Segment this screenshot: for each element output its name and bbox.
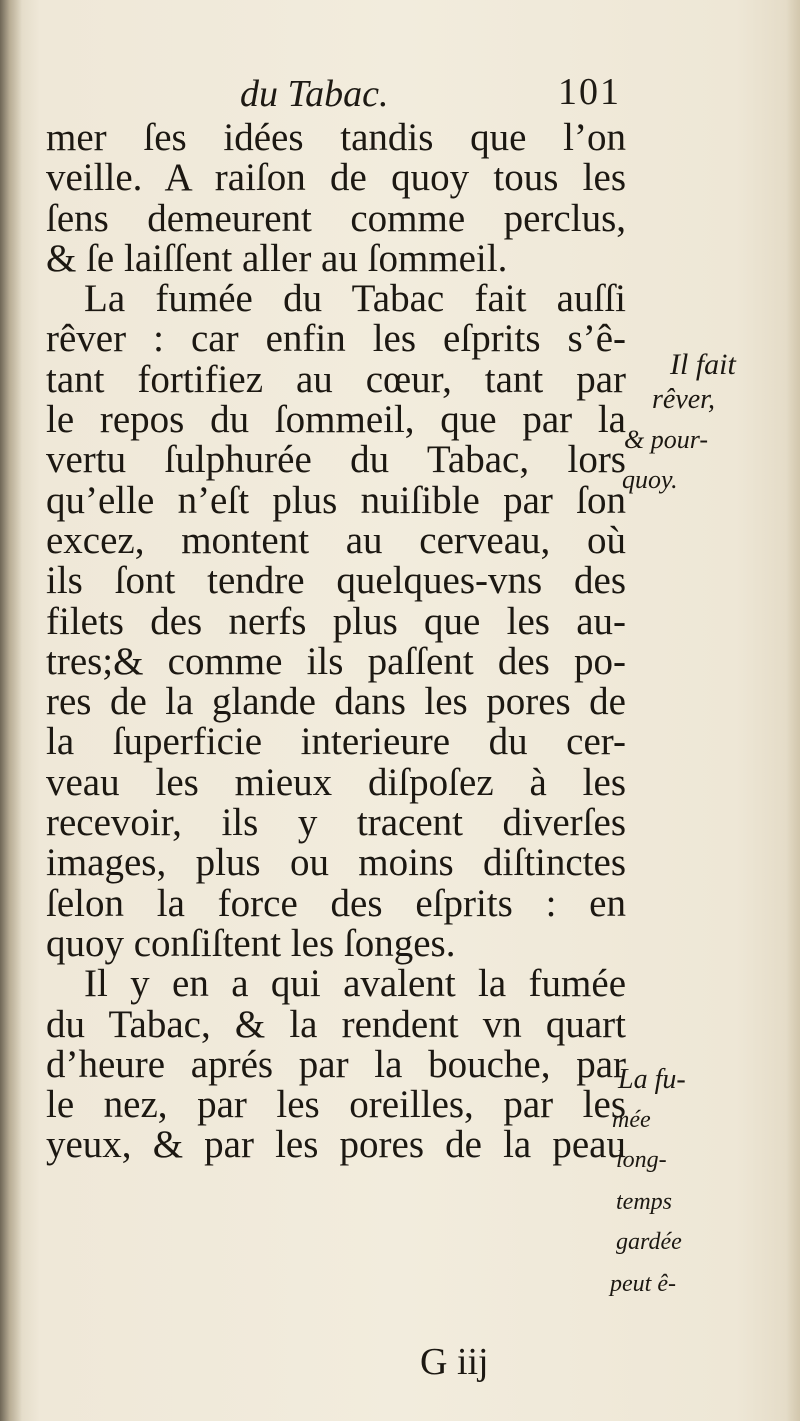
margin-note: Il fait [670, 348, 736, 381]
margin-note: quoy. [622, 465, 678, 494]
margin-note: temps [616, 1189, 672, 1215]
text-line: tres;& comme ils paſſent des po- [46, 639, 626, 683]
marginal-notes [610, 0, 790, 1421]
margin-note: mée [612, 1107, 651, 1133]
text-line: excez, montent au cerveau, où [46, 518, 626, 562]
text-line: le repos du ſommeil, que par la [46, 398, 626, 442]
text-line: qu’elle n’eſt plus nuiſible par ſon [46, 478, 626, 522]
spine-shadow [0, 0, 22, 1421]
text-line: vertu ſulphurée du Tabac, lors [46, 438, 626, 482]
text-line: mer ſes idées tandis que l’on [46, 116, 626, 159]
margin-note: La fu- [618, 1064, 686, 1095]
text-line: ſelon la force des eſprits : en [46, 881, 626, 925]
text-line: ſens demeurent comme perclus, [46, 196, 626, 240]
text-line: ils ſont tendre quelques-vns des [46, 559, 626, 603]
margin-note: & pour- [624, 425, 708, 454]
text-line: d’heure aprés par la bouche, par [46, 1042, 626, 1086]
margin-note: peut ê- [610, 1271, 676, 1297]
text-line: rêver : car enfin les eſprits s’ê- [46, 317, 626, 361]
text-line: veille. A raiſon de quoy tous les [46, 156, 626, 200]
body-text [46, 118, 626, 1166]
text-line: la ſuperficie interieure du cer- [46, 720, 626, 764]
signature-mark: G iij [420, 1341, 489, 1383]
text-line: filets des nerfs plus que les au- [46, 599, 626, 643]
text-line: quoy conſiſtent les ſonges. [46, 921, 456, 965]
margin-note: gardée [616, 1229, 682, 1255]
page-number: 101 [558, 71, 621, 113]
text-line: res de la glande dans les pores de [46, 680, 626, 724]
text-line: tant fortifiez au cœur, tant par [46, 357, 626, 401]
text-line: le nez, par les oreilles, par les [46, 1083, 626, 1127]
text-line: recevoir, ils y tracent diverſes [46, 801, 626, 845]
running-title: du Tabac. [240, 73, 389, 115]
text-line: La fumée du Tabac fait auſſi [84, 277, 626, 321]
text-line: & ſe laiſſent aller au ſommeil. [46, 236, 508, 280]
margin-note: rêver, [652, 384, 715, 415]
text-line: images, plus ou moins diſtinctes [46, 841, 626, 885]
text-line: yeux, & par les pores de la peau [46, 1123, 626, 1167]
text-line: veau les mieux diſpoſez à les [46, 760, 626, 804]
text-line: Il y en a qui avalent la fumée [84, 962, 626, 1006]
margin-note: long- [616, 1147, 667, 1173]
text-line: du Tabac, & la rendent vn quart [46, 1002, 626, 1046]
